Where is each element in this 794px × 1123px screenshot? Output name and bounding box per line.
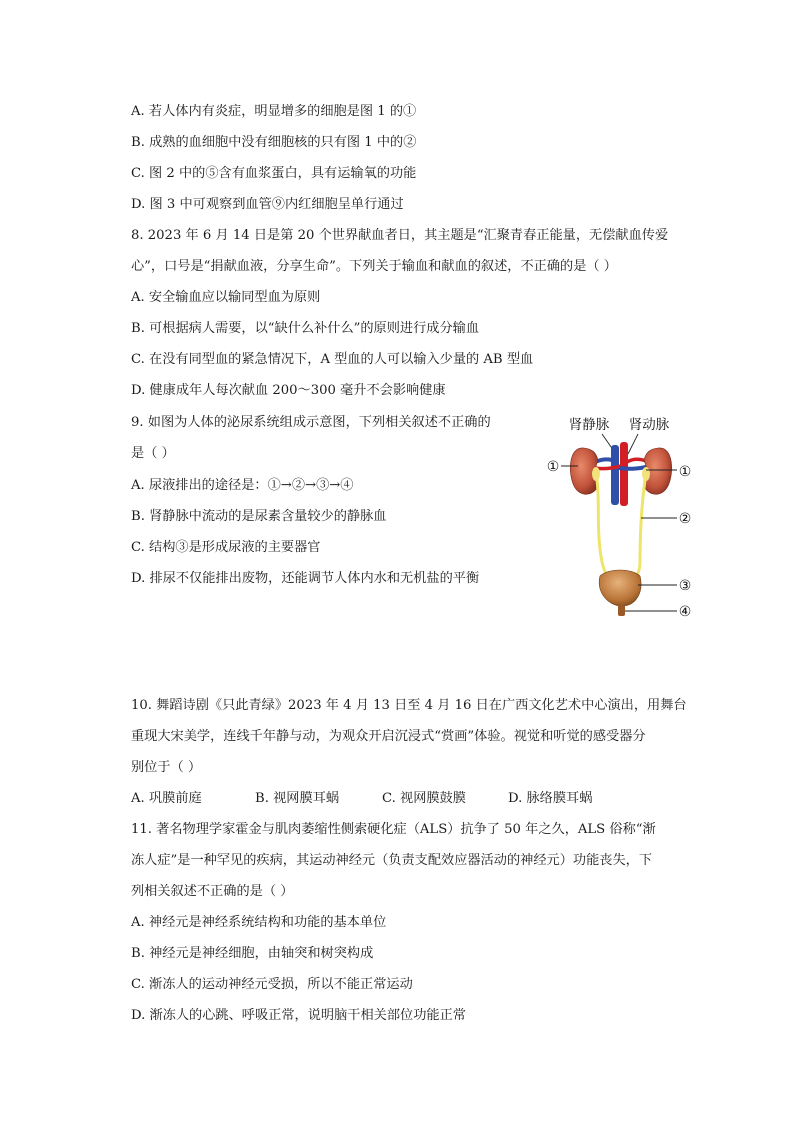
q11-stem-line2: 冻人症”是一种罕见的疾病，其运动神经元（负责支配效应器活动的神经元）功能丧失，下 <box>131 853 653 868</box>
q10-option-b: B. 视网膜耳蜗 <box>255 791 340 806</box>
q10-stem-line2: 重现大宋美学，连线千年静与动，为观众开启沉浸式“赏画”体验。视觉和听觉的感受器分 <box>131 729 646 744</box>
q7-option-b: B. 成熟的血细胞中没有细胞核的只有图 1 中的② <box>131 135 417 150</box>
right-ureter <box>632 480 645 582</box>
bladder <box>599 570 641 606</box>
q7-option-a: A. 若人体内有炎症，明显增多的细胞是图 1 的① <box>131 104 417 119</box>
q11-option-c: C. 渐冻人的运动神经元受损，所以不能正常运动 <box>131 977 413 992</box>
q9-option-a: A. 尿液排出的途径是：①→②→③→④ <box>131 478 354 493</box>
leader-renal-artery <box>628 434 638 454</box>
aorta <box>620 442 628 506</box>
q8-option-d: D. 健康成年人每次献血 200～300 毫升不会影响健康 <box>131 383 446 398</box>
renal-artery-right <box>627 459 646 462</box>
marker-1-left: ① <box>546 459 560 475</box>
left-ureter <box>597 480 612 582</box>
renal-vein-right <box>619 467 646 469</box>
q10-option-a: A. 巩膜前庭 <box>131 791 202 806</box>
urethra <box>618 604 625 616</box>
q10-stem-line3: 别位于（ ） <box>131 760 202 775</box>
q8-option-a: A. 安全输血应以输同型血为原则 <box>131 290 321 305</box>
vena-cava <box>611 445 619 505</box>
q7-option-c: C. 图 2 中的⑤含有血浆蛋白，具有运输氧的功能 <box>131 166 417 181</box>
q10-option-d: D. 脉络膜耳蜗 <box>508 791 593 806</box>
q8-option-b: B. 可根据病人需要，以“缺什么补什么”的原则进行成分输血 <box>131 321 480 336</box>
renal-artery-left <box>595 466 621 469</box>
q9-option-b: B. 肾静脉中流动的是尿素含量较少的静脉血 <box>131 509 387 524</box>
q11-option-a: A. 神经元是神经系统结构和功能的基本单位 <box>131 915 387 930</box>
q10-option-c: C. 视网膜鼓膜 <box>382 791 466 806</box>
q9-option-d: D. 排尿不仅能排出废物，还能调节人体内水和无机盐的平衡 <box>131 571 480 586</box>
q10-stem-line1: 10. 舞蹈诗剧《只此青绿》2023 年 4 月 13 日至 4 月 16 日在广西文化艺术中心演出，用舞台 <box>131 698 687 713</box>
q7-option-d: D. 图 3 中可观察到血管⑨内红细胞呈单行通过 <box>131 197 404 212</box>
label-renal-vein: 肾静脉 <box>568 417 610 433</box>
marker-4: ④ <box>678 604 692 620</box>
q8-stem-line2: 心”，口号是“捐献血液，分享生命”。下列关于输血和献血的叙述，不正确的是（ ） <box>131 259 617 274</box>
q11-stem-line1: 11. 著名物理学家霍金与肌肉萎缩性侧索硬化症（ALS）抗争了 50 年之久，ALS 俗称“渐 <box>131 822 656 837</box>
q11-option-b: B. 神经元是神经细胞，由轴突和树突构成 <box>131 946 374 961</box>
marker-1-right: ① <box>678 464 692 480</box>
q8-stem-line1: 8. 2023 年 6 月 14 日是第 20 个世界献血者日，其主题是“汇聚青春正能量，无偿献血传爱 <box>131 228 669 243</box>
q11-option-d: D. 渐冻人的心跳、呼吸正常，说明脑干相关部位功能正常 <box>131 1008 466 1023</box>
urinary-system-diagram <box>540 412 700 622</box>
marker-3: ③ <box>678 578 692 594</box>
q9-option-c: C. 结构③是形成尿液的主要器官 <box>131 540 321 555</box>
marker-2: ② <box>678 511 692 527</box>
left-renal-pelvis <box>592 467 600 481</box>
label-renal-artery: 肾动脉 <box>628 417 670 433</box>
right-renal-pelvis <box>642 467 650 481</box>
q11-stem-line3: 列相关叙述不正确的是（ ） <box>131 884 294 899</box>
q9-stem-line1: 9. 如图为人体的泌尿系统组成示意图，下列相关叙述不正确的 <box>131 415 491 430</box>
q9-stem-line2: 是（ ） <box>131 446 175 461</box>
q8-option-c: C. 在没有同型血的紧急情况下，A 型血的人可以输入少量的 AB 型血 <box>131 352 534 367</box>
